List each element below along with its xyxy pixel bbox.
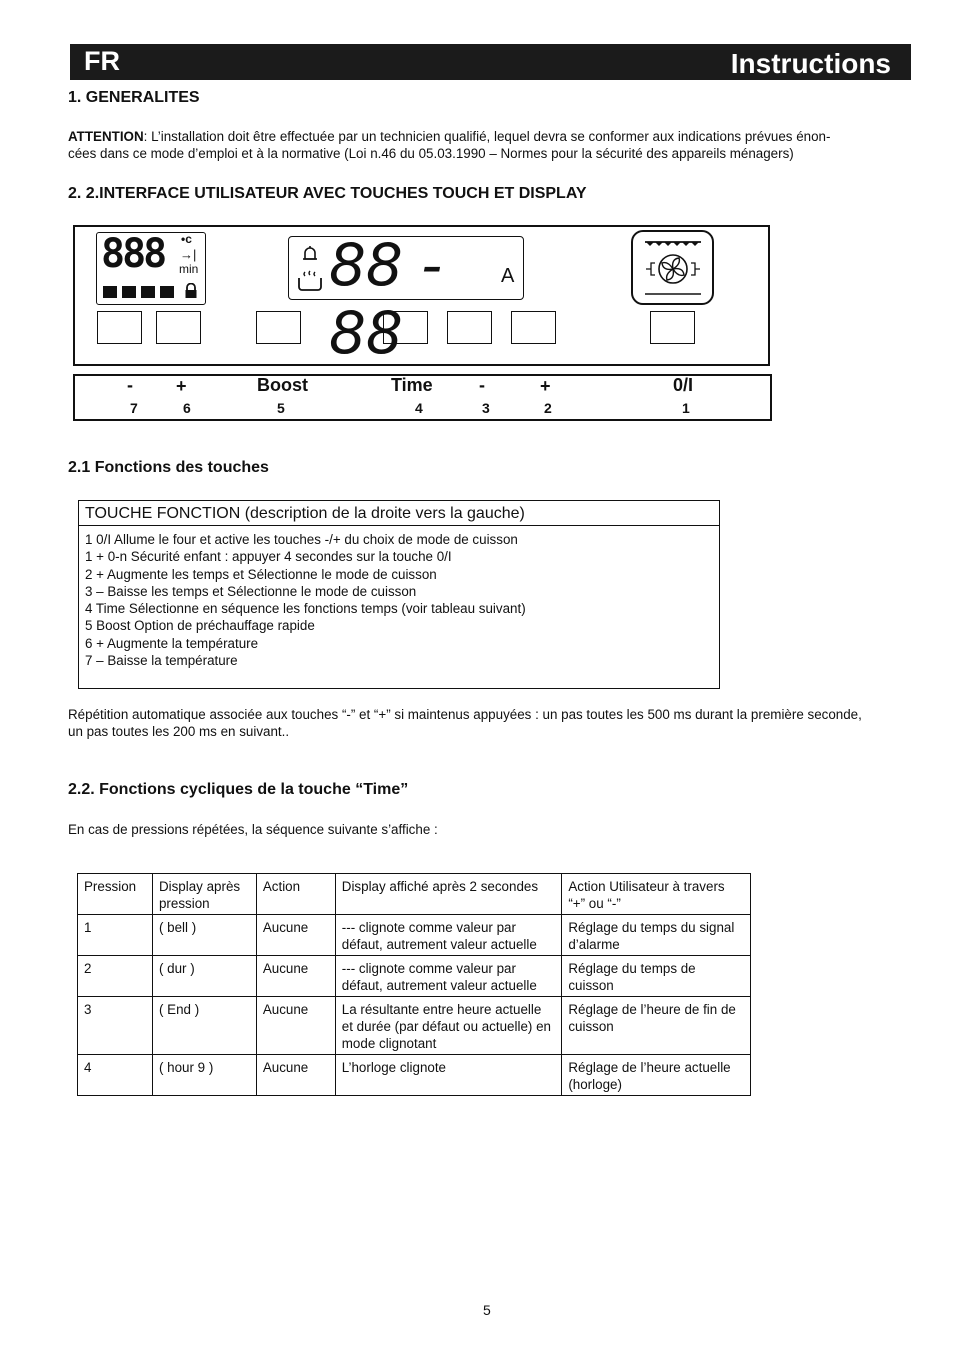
key-functions-table — [78, 500, 720, 689]
level-bar — [160, 286, 174, 298]
arrow-right-icon: →| — [180, 247, 197, 262]
key-label: + — [540, 376, 551, 396]
key-1-power[interactable] — [650, 311, 695, 344]
attention-line-2: cées dans ce mode d’emploi et à la normative (Loi n.46 du 05.03.1990 – Normes pour la sécurité des appareils ménagers) — [68, 146, 794, 161]
temperature-display — [96, 232, 206, 305]
level-bars — [103, 285, 179, 303]
time-digits: 88 - 88 — [329, 231, 443, 367]
table-cell: Aucune — [256, 956, 335, 997]
key-function-row: 4 Time Sélectionne en séquence les fonctions temps (voir tableau suivant) — [85, 601, 526, 617]
key-4-time[interactable] — [383, 311, 428, 344]
section-2-title: 2. 2.INTERFACE UTILISATEUR AVEC TOUCHES TOUCH ET DISPLAY — [68, 185, 587, 202]
auto-repeat-line-1: Répétition automatique associée aux touches “-” et “+” si maintenus appuyées : un pas toutes les 500 ms durant la première seconde, — [68, 707, 862, 722]
key-number: 4 — [415, 400, 423, 416]
key-functions-header: TOUCHE FONCTION (description de la droite vers la gauche) — [79, 501, 719, 526]
fan-display — [631, 230, 714, 305]
table-cell: 4 — [78, 1055, 153, 1096]
key-function-row: 1 0/I Allume le four et active les touches -/+ du choix de mode de cuisson — [85, 532, 518, 547]
key-number: 3 — [482, 400, 490, 416]
key-5-boost[interactable] — [256, 311, 301, 344]
table-cell: Réglage de l’heure de fin de cuisson — [562, 997, 751, 1055]
key-function-row: 6 + Augmente la température — [85, 635, 259, 651]
key-label: 0/I — [673, 375, 694, 395]
auto-indicator: A — [501, 265, 515, 287]
page-title: Instructions — [730, 48, 891, 79]
key-label: - — [127, 375, 133, 395]
level-bar — [141, 286, 155, 298]
key-number: 5 — [277, 400, 285, 416]
column-header: Display après pression — [152, 874, 256, 915]
attention-paragraph — [68, 128, 918, 162]
table-cell: ( dur ) — [152, 956, 256, 997]
table-cell: La résultante entre heure actuelle et durée (par défaut ou actuelle) en mode clignotant — [335, 997, 562, 1055]
table-cell: Aucune — [256, 915, 335, 956]
key-function-row: 5 Boost Option de préchauffage rapide — [85, 618, 315, 634]
section-2-2-title: 2.2. Fonctions cycliques de la touche “Time” — [68, 781, 409, 798]
key-2-plus[interactable] — [511, 311, 556, 344]
table-cell: ( bell ) — [152, 915, 256, 956]
table-cell: --- clignote comme valeur par défaut, autrement valeur actuelle — [335, 956, 562, 997]
column-header: Action — [256, 874, 335, 915]
degree-unit: •c — [181, 232, 192, 246]
attention-line-1: : L’installation doit être effectuée par un technicien qualifié, lequel devra se conformer aux indications prévues énon- — [143, 129, 831, 144]
minutes-unit: min — [179, 262, 199, 276]
table-cell: Réglage du temps du signal d’alarme — [562, 915, 751, 956]
time-cycle-table — [77, 873, 751, 1096]
column-header: Display affiché après 2 secondes — [335, 874, 562, 915]
page-header — [70, 44, 911, 80]
language-code: FR — [84, 46, 120, 76]
section-1-title: 1. GENERALITES — [68, 89, 200, 106]
key-6-plus[interactable] — [156, 311, 201, 344]
table-cell: Réglage de l’heure actuelle (horloge) — [562, 1055, 751, 1096]
auto-repeat-note — [68, 706, 928, 740]
key-number: 2 — [544, 400, 552, 416]
level-bar — [122, 286, 136, 298]
lock-icon — [184, 283, 198, 299]
table-row — [78, 997, 751, 1055]
key-label: Boost — [257, 375, 308, 395]
table-row — [78, 956, 751, 997]
fan-icon — [633, 232, 712, 303]
table-cell: 2 — [78, 956, 153, 997]
temperature-digits: 888 — [101, 231, 165, 277]
key-label: Time — [391, 375, 433, 395]
key-function-row: 3 – Baisse les temps et Sélectionne le mode de cuisson — [85, 583, 417, 599]
key-number: 6 — [183, 400, 191, 416]
table-cell: Aucune — [256, 1055, 335, 1096]
key-labels-strip — [73, 374, 772, 421]
page-number: 5 — [483, 1302, 491, 1318]
table-cell: Aucune — [256, 997, 335, 1055]
table-cell: ( End ) — [152, 997, 256, 1055]
table-cell: Réglage du temps de cuisson — [562, 956, 751, 997]
key-number: 7 — [130, 400, 138, 416]
column-header: Action Utilisateur à travers “+” ou “-” — [562, 874, 751, 915]
key-number: 1 — [682, 400, 690, 416]
table-cell: ( hour 9 ) — [152, 1055, 256, 1096]
key-7-minus[interactable] — [97, 311, 142, 344]
cooking-pot-icon — [297, 269, 323, 291]
sequence-intro: En cas de pressions répétées, la séquence suivante s’affiche : — [68, 822, 438, 837]
level-bar — [103, 286, 117, 298]
key-function-row: 7 – Baisse la température — [85, 653, 238, 669]
table-cell: 1 — [78, 915, 153, 956]
key-function-row: 1 + 0-n Sécurité enfant : appuyer 4 secondes sur la touche 0/I — [85, 549, 452, 565]
key-3-minus[interactable] — [447, 311, 492, 344]
bell-icon — [301, 245, 319, 263]
table-cell: 3 — [78, 997, 153, 1055]
key-label: - — [479, 375, 485, 395]
section-2-1-title: 2.1 Fonctions des touches — [68, 459, 269, 476]
table-row — [78, 1055, 751, 1096]
column-header: Pression — [78, 874, 153, 915]
key-function-row: 2 + Augmente les temps et Sélectionne le mode de cuisson — [85, 566, 437, 582]
table-cell: --- clignote comme valeur par défaut, autrement valeur actuelle — [335, 915, 562, 956]
attention-label: ATTENTION — [68, 129, 144, 144]
key-label: + — [176, 376, 187, 396]
auto-repeat-line-2: un pas toutes les 200 ms en suivant.. — [68, 724, 290, 739]
table-row — [78, 915, 751, 956]
time-display — [288, 231, 524, 367]
table-header-row — [78, 874, 751, 915]
table-cell: L’horloge clignote — [335, 1055, 562, 1096]
